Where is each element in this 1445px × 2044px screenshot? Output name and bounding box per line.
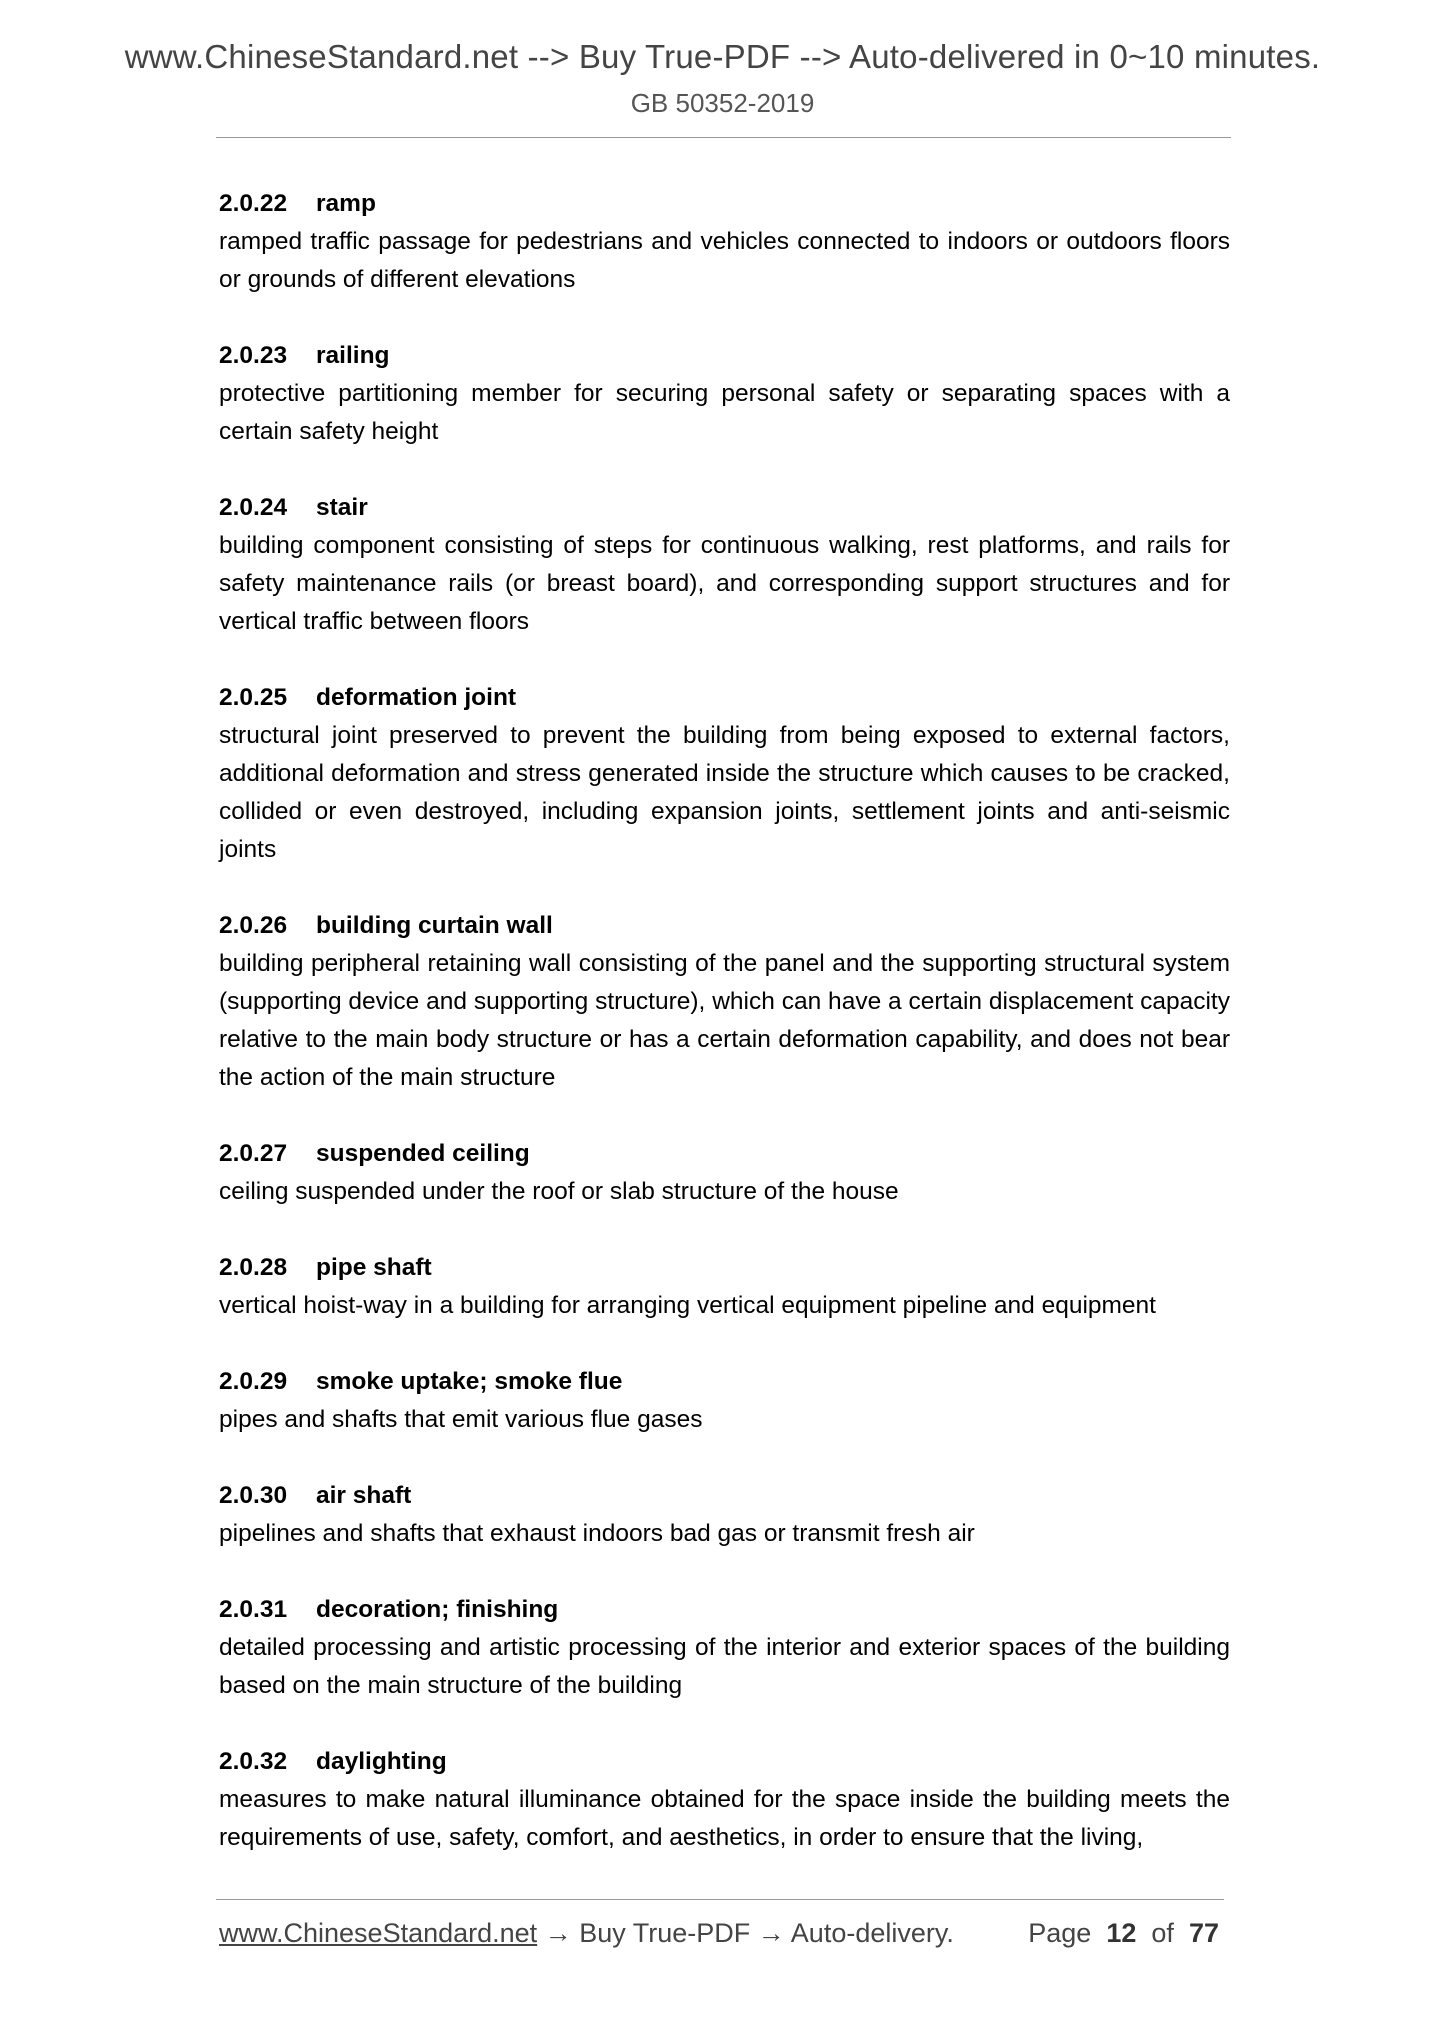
term-number: 2.0.25: [219, 684, 288, 711]
term-definition: pipes and shafts that emit various flue gases: [219, 1406, 703, 1433]
term-number: 2.0.31: [219, 1596, 288, 1623]
term-title: decoration; finishing: [316, 1596, 559, 1623]
term-heading: [219, 1591, 1230, 1629]
term-definition: ceiling suspended under the roof or slab structure of the house: [219, 1178, 899, 1205]
term-definition: protective partitioning member for securing personal safety or separating spaces with a certain safety height: [219, 380, 1230, 445]
term-definition: detailed processing and artistic processing of the interior and exterior spaces of the building based on the main structure of the building: [219, 1634, 1230, 1699]
site-link[interactable]: www.ChineseStandard.net: [219, 1918, 538, 1948]
term-entry: [219, 907, 1230, 1097]
term-definition: pipelines and shafts that exhaust indoors bad gas or transmit fresh air: [219, 1520, 975, 1547]
term-heading: [219, 489, 1230, 527]
term-definition: vertical hoist-way in a building for arranging vertical equipment pipeline and equipment: [219, 1292, 1156, 1319]
term-number: 2.0.30: [219, 1482, 288, 1509]
term-entry: [219, 1477, 1230, 1553]
footer-divider: [216, 1899, 1224, 1900]
term-title: daylighting: [316, 1748, 447, 1775]
term-heading: [219, 1743, 1230, 1781]
term-number: 2.0.23: [219, 342, 288, 369]
page-footer: [219, 1918, 1224, 1949]
page-indicator: [1028, 1918, 1219, 1949]
page-number: 12: [1106, 1918, 1137, 1948]
term-title: pipe shaft: [316, 1254, 432, 1281]
term-entry: [219, 1363, 1230, 1439]
term-number: 2.0.28: [219, 1254, 288, 1281]
header-divider: [216, 137, 1231, 138]
term-title: building curtain wall: [316, 912, 553, 939]
term-number: 2.0.22: [219, 190, 288, 217]
term-title: railing: [316, 342, 390, 369]
arrow-right-icon: →: [757, 1918, 785, 1948]
term-entry: [219, 1591, 1230, 1705]
terms-list: [219, 185, 1230, 1895]
term-title: smoke uptake; smoke flue: [316, 1368, 623, 1395]
term-definition: ramped traffic passage for pedestrians and vehicles connected to indoors or outdoors floors or grounds of different elevations: [219, 228, 1230, 293]
term-entry: [219, 679, 1230, 869]
arrow-right-icon: →: [544, 1918, 572, 1948]
term-entry: [219, 185, 1230, 299]
term-definition: building peripheral retaining wall consisting of the panel and the supporting structural system (supporting device and supporting structure), which can have a certain displacement capacity relative to the main body structure or has a certain deformation capability, and does not bear the action of the main structure: [219, 950, 1230, 1091]
term-heading: [219, 679, 1230, 717]
term-heading: [219, 1477, 1230, 1515]
term-heading: [219, 185, 1230, 223]
term-number: 2.0.24: [219, 494, 288, 521]
of-label: of: [1151, 1918, 1174, 1948]
term-entry: [219, 337, 1230, 451]
term-title: deformation joint: [316, 684, 517, 711]
term-title: stair: [316, 494, 368, 521]
term-number: 2.0.26: [219, 912, 288, 939]
term-definition: structural joint preserved to prevent the building from being exposed to external factors, additional deformation and stress generated inside the structure which causes to be cracked, collided or even destroyed, including expansion joints, settlement joints and anti-seismic joints: [219, 722, 1230, 863]
term-entry: [219, 1249, 1230, 1325]
page-label: Page: [1028, 1918, 1092, 1948]
term-number: 2.0.32: [219, 1748, 288, 1775]
term-heading: [219, 907, 1230, 945]
term-heading: [219, 1249, 1230, 1287]
delivery-text: Auto-delivery.: [790, 1918, 954, 1948]
term-title: ramp: [316, 190, 376, 217]
term-number: 2.0.27: [219, 1140, 288, 1167]
term-definition: measures to make natural illuminance obtained for the space inside the building meets the requirements of use, safety, comfort, and aesthetics, in order to ensure that the living,: [219, 1786, 1230, 1851]
term-entry: [219, 489, 1230, 641]
term-title: suspended ceiling: [316, 1140, 530, 1167]
term-heading: [219, 1135, 1230, 1173]
document-id: GB 50352-2019: [630, 88, 815, 118]
term-heading: [219, 1363, 1230, 1401]
term-title: air shaft: [316, 1482, 412, 1509]
buy-text: Buy True-PDF: [579, 1918, 751, 1948]
term-definition: building component consisting of steps for continuous walking, rest platforms, and rails for safety maintenance rails (or breast board), and corresponding support structures and for vertical traffic between floors: [219, 532, 1230, 635]
term-number: 2.0.29: [219, 1368, 288, 1395]
term-entry: [219, 1135, 1230, 1211]
total-pages: 77: [1188, 1918, 1219, 1948]
term-heading: [219, 337, 1230, 375]
header-banner: www.ChineseStandard.net --> Buy True-PDF --> Auto-delivered in 0~10 minutes.: [124, 38, 1321, 75]
term-entry: [219, 1743, 1230, 1857]
